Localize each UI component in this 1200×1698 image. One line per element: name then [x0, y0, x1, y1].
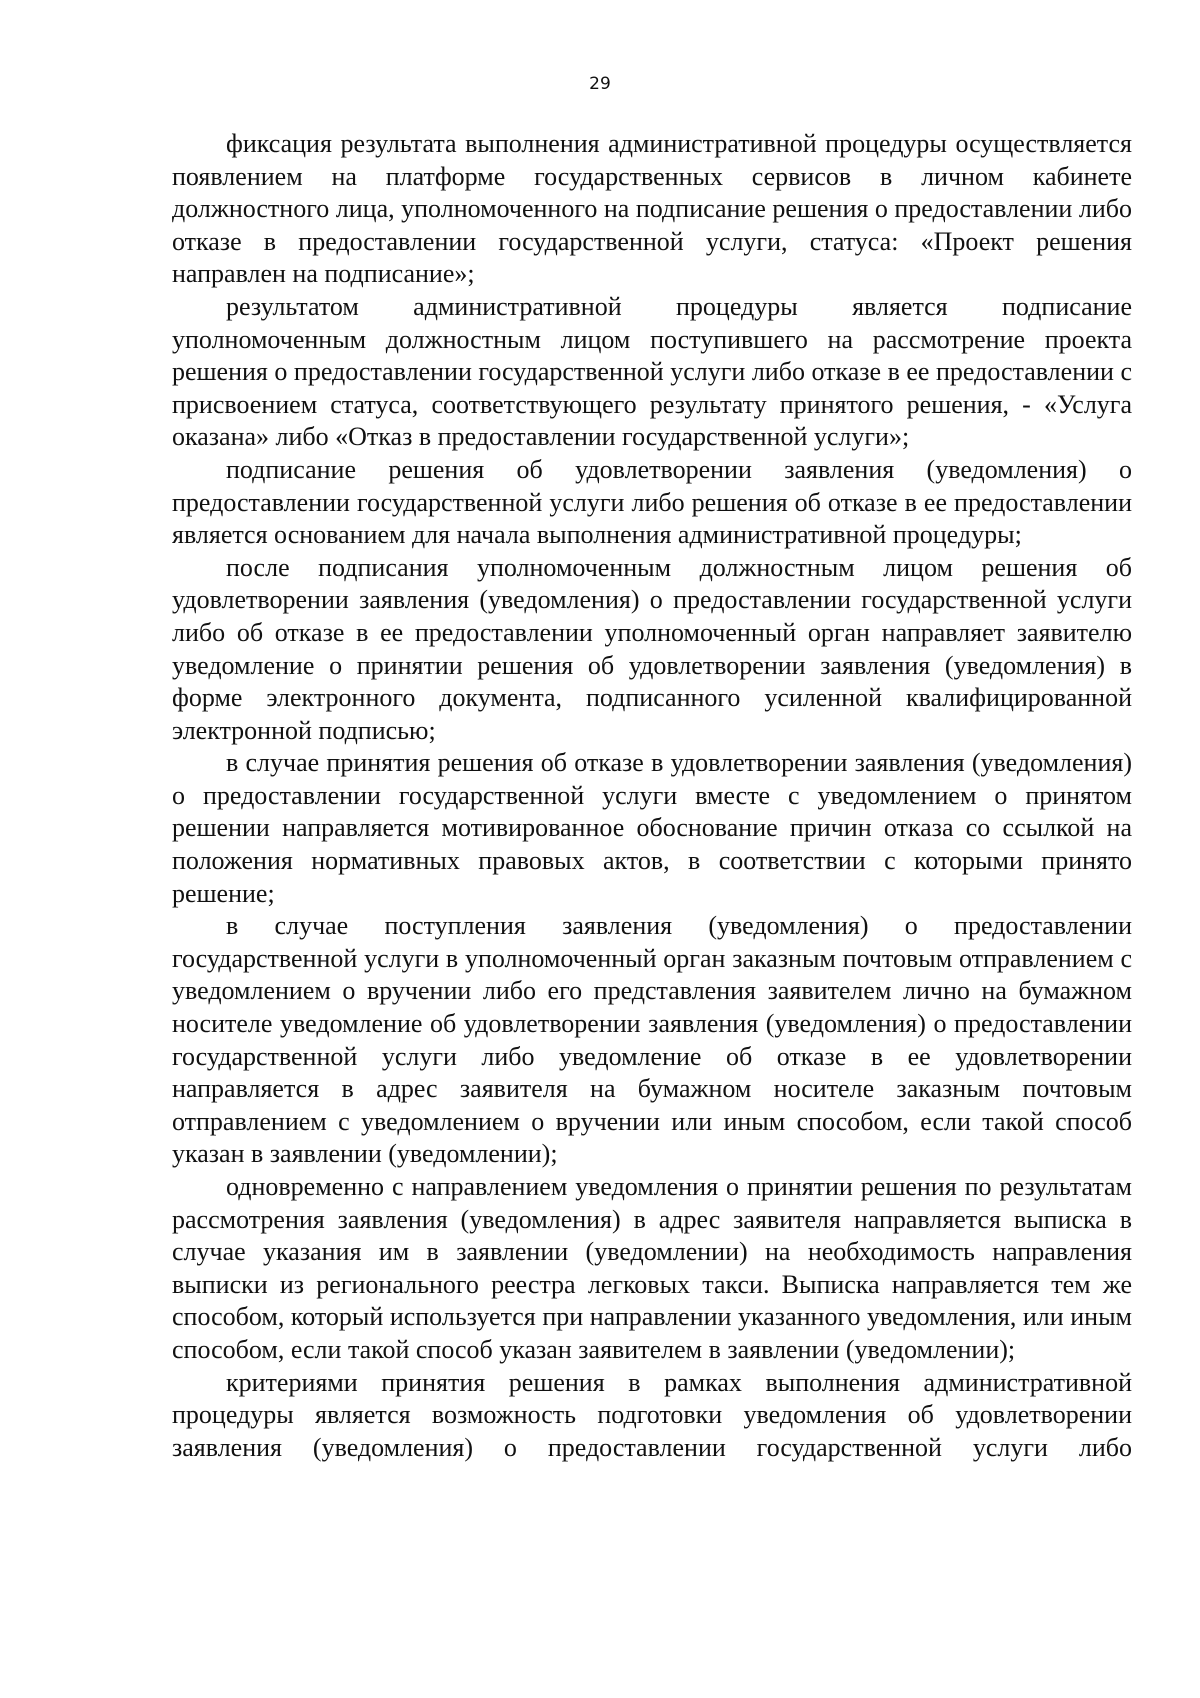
document-body	[172, 128, 1132, 1464]
paragraph-after-signing: после подписания уполномоченным должностным лицом решения об удовлетворении заявления (уведомления) о предоставлении государственной услуги либо об отказе в ее предоставлении уполномоченный орган направляет заявителю уведомление о принятии решения об удовлетворении заявления (уведомления) в форме электронного документа, подписанного усиленной квалифицированной электронной подписью;	[172, 552, 1132, 745]
paragraph-paper-submission: в случае поступления заявления (уведомления) о предоставлении государственной услуги в уполномоченный орган заказным почтовым отправлением с уведомлением о вручении либо его представления заявителем лично на бумажном носителе уведомление об удовлетворении заявления (уведомления) о предоставлении государственной услуги либо уведомление об отказе в ее удовлетворении направляется в адрес заявителя на бумажном носителе заказным почтовым отправлением с уведомлением о вручении или иным способом, если такой способ указан в заявлении (уведомлении);	[172, 911, 1132, 1169]
paragraph-procedure-result: результатом административной процедуры является подписание уполномоченным должностным лицом поступившего на рассмотрение проекта решения о предоставлении государственной услуги либо отказе в ее предоставлении с присвоением статуса, соответствующего результату принятого решения, - «Услуга оказана» либо «Отказ в предоставлении государственной услуги»;	[172, 291, 1132, 452]
paragraph-extract-sending: одновременно с направлением уведомления о принятии решения по результатам рассмотрения заявления (уведомления) в адрес заявителя направляется выписка в случае указания им в заявлении (уведомлении) на необходимость направления выписки из регионального реестра легковых такси. Выписка направляется тем же способом, который используется при направлении указанного уведомления, или иным способом, если такой способ указан заявителем в заявлении (уведомлении);	[172, 1172, 1132, 1364]
paragraph-result-fixation: фиксация результата выполнения административной процедуры осуществляется появлением на платформе государственных сервисов в личном кабинете должностного лица, уполномоченного на подписание решения о предоставлении либо отказе в предоставлении государственной услуги, статуса: «Проект решения направлен на подписание»;	[172, 129, 1132, 289]
paragraph-signing-basis: подписание решения об удовлетворении заявления (уведомления) о предоставлении государственной услуги либо решения об отказе в ее предоставлении является основанием для начала выполнения административной процедуры;	[172, 454, 1132, 550]
page-number: 29	[589, 74, 611, 94]
paragraph-refusal-case: в случае принятия решения об отказе в удовлетворении заявления (уведомления) о предоставлении государственной услуги вместе с уведомлением о принятом решении направляется мотивированное обоснование причин отказа со ссылкой на положения нормативных правовых актов, в соответствии с которыми принято решение;	[172, 748, 1132, 908]
paragraph-decision-criteria: критериями принятия решения в рамках выполнения административной процедуры является возможность подготовки уведомления об удовлетворении заявления (уведомления) о предоставлении государственной услуги либо	[172, 1367, 1132, 1462]
